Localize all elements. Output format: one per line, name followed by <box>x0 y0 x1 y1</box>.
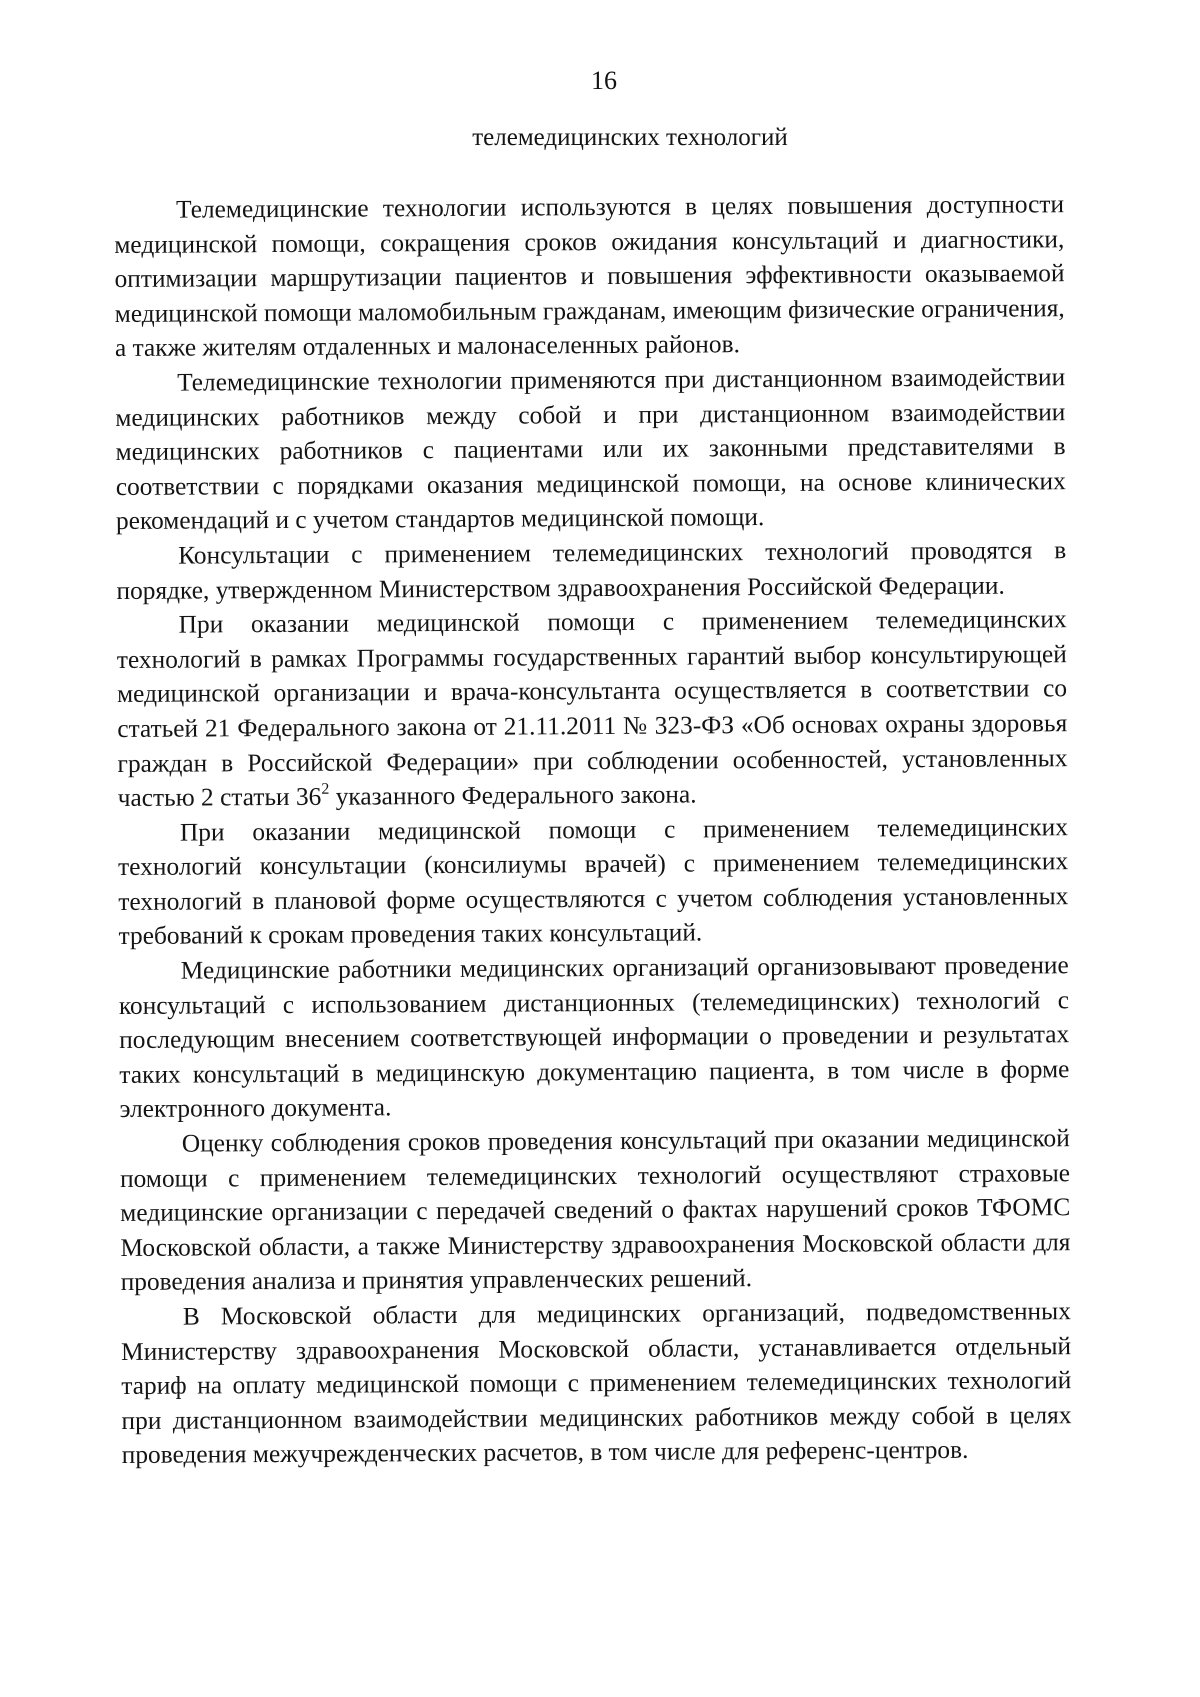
body-text <box>114 187 1072 1473</box>
paragraph-application: Телемедицинские технологии применяются при дистанционном взаимодействии медицинских работников между собой и при дистанционном взаимодействии медицинских работников с пациентами или их законными представителями в соответствии с порядками оказания медицинской помощи, на основе клинических рекомендаций и с учетом стандартов медицинской помощи. <box>115 363 1066 536</box>
paragraph-consultation-order: Консультации с применением телемедицинских технологий проводятся в порядке, утвержденном Министерством здравоохранения Российской Федерации. <box>116 536 1067 605</box>
paragraph-tariff: В Московской области для медицинских организаций, подведомственных Министерству здравоохранения Московской области, устанавливается отдельный тариф на оплату медицинской помощи с применением телемедицинских технологий при дистанционном взаимодействии медицинских работников между собой в целях проведения межучрежденческих расчетов, в том числе для референс-центров. <box>120 1297 1072 1470</box>
paragraph-documentation: Медицинские работники медицинских организаций организовывают проведение консультаций с использованием дистанционных (телемедицинских) технологий с последующим внесением соответствующей информации о проведении и результатах таких консультаций в медицинскую документацию пациента, в том числе в форме электронного документа. <box>118 951 1070 1124</box>
section-heading-continuation: телемедицинских технологий <box>472 124 788 151</box>
superscript-article-index: 2 <box>321 780 330 798</box>
paragraph-organization-choice <box>117 602 1068 815</box>
paragraph-organization-choice-text: При оказании медицинской помощи с применением телемедицинских технологий в рамках Программы государственных гарантий выбор консультирующей медицинской организации и врача-консультанта осуществляется в соответствии со статьей 21 Федерального закона от 21.11.2011 № 323-ФЗ «Об основах охраны здоровья граждан в Российской Федерации» при соблюдении особенностей, установленных частью 2 статьи 36 <box>116 605 1068 813</box>
paragraph-purpose: Телемедицинские технологии используются в целях повышения доступности медицинской помощи, сокращения сроков ожидания консультаций и диагностики, оптимизации маршрутизации пациентов и повышения эффективности оказываемой медицинской помощи маломобильным гражданам, имеющим физические ограничения, а также жителям отдаленных и малонаселенных районов. <box>114 190 1065 363</box>
page-number: 16 <box>591 66 617 95</box>
paragraph-organization-choice-text-end: указанного Федерального закона. <box>329 780 697 811</box>
paragraph-timing-assessment: Оценку соблюдения сроков проведения консультаций при оказании медицинской помощи с применением телемедицинских технологий осуществляют страховые медицинские организации с передачей сведений о фактах нарушений сроков ТФОМС Московской области, а также Министерству здравоохранения Московской области для проведения анализа и принятия управленческих решений. <box>119 1124 1071 1297</box>
paragraph-planned-consultations: При оказании медицинской помощи с применением телемедицинских технологий консультации (консилиумы врачей) с применением телемедицинских технологий в плановой форме осуществляются с учетом соблюдения установленных требований к срокам проведения таких консультаций. <box>118 812 1069 951</box>
